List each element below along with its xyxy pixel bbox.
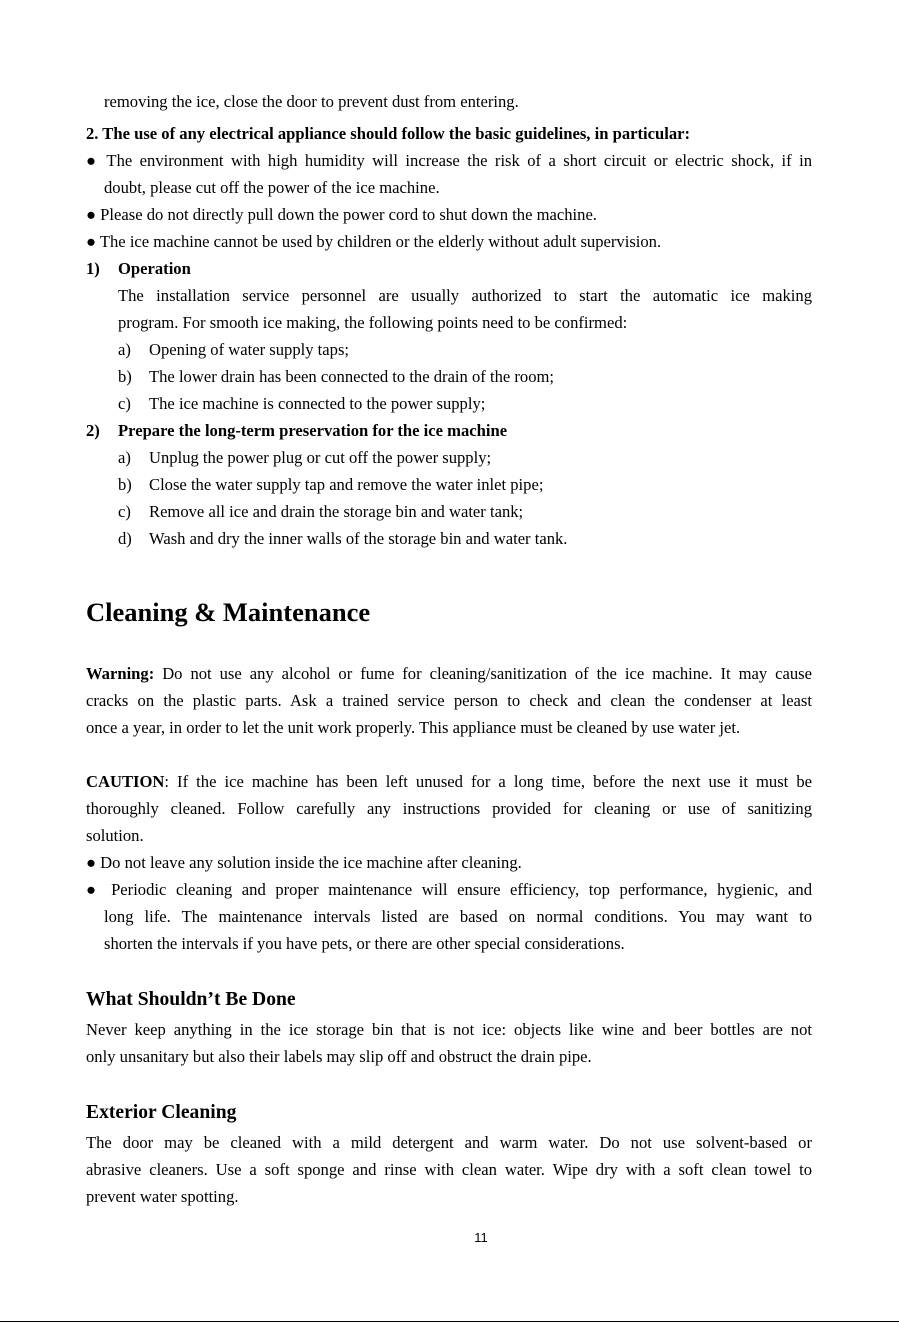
operation-paragraph-line-1: The installation service personnel are usually authorized to start the automatic ice making xyxy=(118,286,812,305)
warning-line-3: once a year, in order to let the unit work properly. This appliance must be cleaned by use water jet. xyxy=(86,718,741,737)
section2-bullet-2: ● Please do not directly pull down the power cord to shut down the machine. xyxy=(86,205,597,224)
exterior-line-2: abrasive cleaners. Use a soft sponge and rinse with clean water. Wipe dry with a soft clean towel to xyxy=(86,1160,812,1179)
preservation-item-a: Unplug the power plug or cut off the power supply; xyxy=(149,448,492,467)
cleaning-bullet-1: ● Do not leave any solution inside the ice machine after cleaning. xyxy=(86,853,522,872)
preservation-item-d: Wash and dry the inner walls of the storage bin and water tank. xyxy=(149,529,568,548)
caution-line-1 xyxy=(86,772,812,792)
preservation-item-b-mark: b) xyxy=(118,475,132,494)
operation-paragraph-line-2: program. For smooth ice making, the following points need to be confirmed: xyxy=(118,313,628,332)
section2-bullet-1-line-1: ● The environment with high humidity will increase the risk of a short circuit or electric shock, if in xyxy=(86,151,812,170)
page-number: 11 xyxy=(474,1230,488,1245)
warning-line-2: cracks on the plastic parts. Ask a trained service person to check and clean the condenser at least xyxy=(86,691,812,710)
shouldnt-heading: What Shouldn’t Be Done xyxy=(86,989,296,1010)
preservation-title: Prepare the long-term preservation for the ice machine xyxy=(118,421,508,440)
section2-bullet-3: ● The ice machine cannot be used by children or the elderly without adult supervision. xyxy=(86,232,662,251)
exterior-heading: Exterior Cleaning xyxy=(86,1102,237,1123)
preservation-item-b: Close the water supply tap and remove the water inlet pipe; xyxy=(149,475,544,494)
caution-text-1: : If the ice machine has been left unused for a long time, before the next use it must be xyxy=(164,772,812,791)
section2-bullet-1-line-2: doubt, please cut off the power of the ice machine. xyxy=(104,178,440,197)
warning-label: Warning: xyxy=(86,664,155,683)
operation-item-c: The ice machine is connected to the power supply; xyxy=(149,394,486,413)
section2-heading: 2. The use of any electrical appliance should follow the basic guidelines, in particular: xyxy=(86,124,691,143)
cleaning-heading: Cleaning & Maintenance xyxy=(86,597,371,627)
preservation-item-a-mark: a) xyxy=(118,448,131,467)
preservation-item-c-mark: c) xyxy=(118,502,131,521)
cleaning-bullet-2-line-2: long life. The maintenance intervals listed are based on normal conditions. You may want to xyxy=(104,907,812,926)
warning-line-1 xyxy=(86,664,812,684)
intro-continuation: removing the ice, close the door to prevent dust from entering. xyxy=(104,92,519,111)
operation-number: 1) xyxy=(86,259,100,278)
shouldnt-line-2: only unsanitary but also their labels may slip off and obstruct the drain pipe. xyxy=(86,1047,592,1066)
shouldnt-line-1: Never keep anything in the ice storage bin that is not ice: objects like wine and beer bottles are not xyxy=(86,1020,812,1039)
preservation-item-c: Remove all ice and drain the storage bin and water tank; xyxy=(149,502,524,521)
bottom-rule xyxy=(0,1321,899,1322)
operation-item-a: Opening of water supply taps; xyxy=(149,340,350,359)
operation-item-b-mark: b) xyxy=(118,367,132,386)
cleaning-bullet-2-line-1: ● Periodic cleaning and proper maintenance will ensure efficiency, top performance, hygienic, and xyxy=(86,880,812,899)
caution-line-3: solution. xyxy=(86,826,144,845)
cleaning-bullet-2-line-3: shorten the intervals if you have pets, or there are other special considerations. xyxy=(104,934,625,953)
operation-item-a-mark: a) xyxy=(118,340,131,359)
operation-title: Operation xyxy=(118,259,191,278)
operation-item-c-mark: c) xyxy=(118,394,131,413)
caution-line-2: thoroughly cleaned. Follow carefully any instructions provided for cleaning or use of sanitizing xyxy=(86,799,812,818)
preservation-number: 2) xyxy=(86,421,100,440)
operation-item-b: The lower drain has been connected to the drain of the room; xyxy=(149,367,555,386)
caution-label: CAUTION xyxy=(86,772,165,791)
preservation-item-d-mark: d) xyxy=(118,529,132,548)
exterior-line-1: The door may be cleaned with a mild detergent and warm water. Do not use solvent-based or xyxy=(86,1133,812,1152)
exterior-line-3: prevent water spotting. xyxy=(86,1187,239,1206)
warning-text-1: Do not use any alcohol or fume for cleaning/sanitization of the ice machine. It may cause xyxy=(154,664,812,683)
